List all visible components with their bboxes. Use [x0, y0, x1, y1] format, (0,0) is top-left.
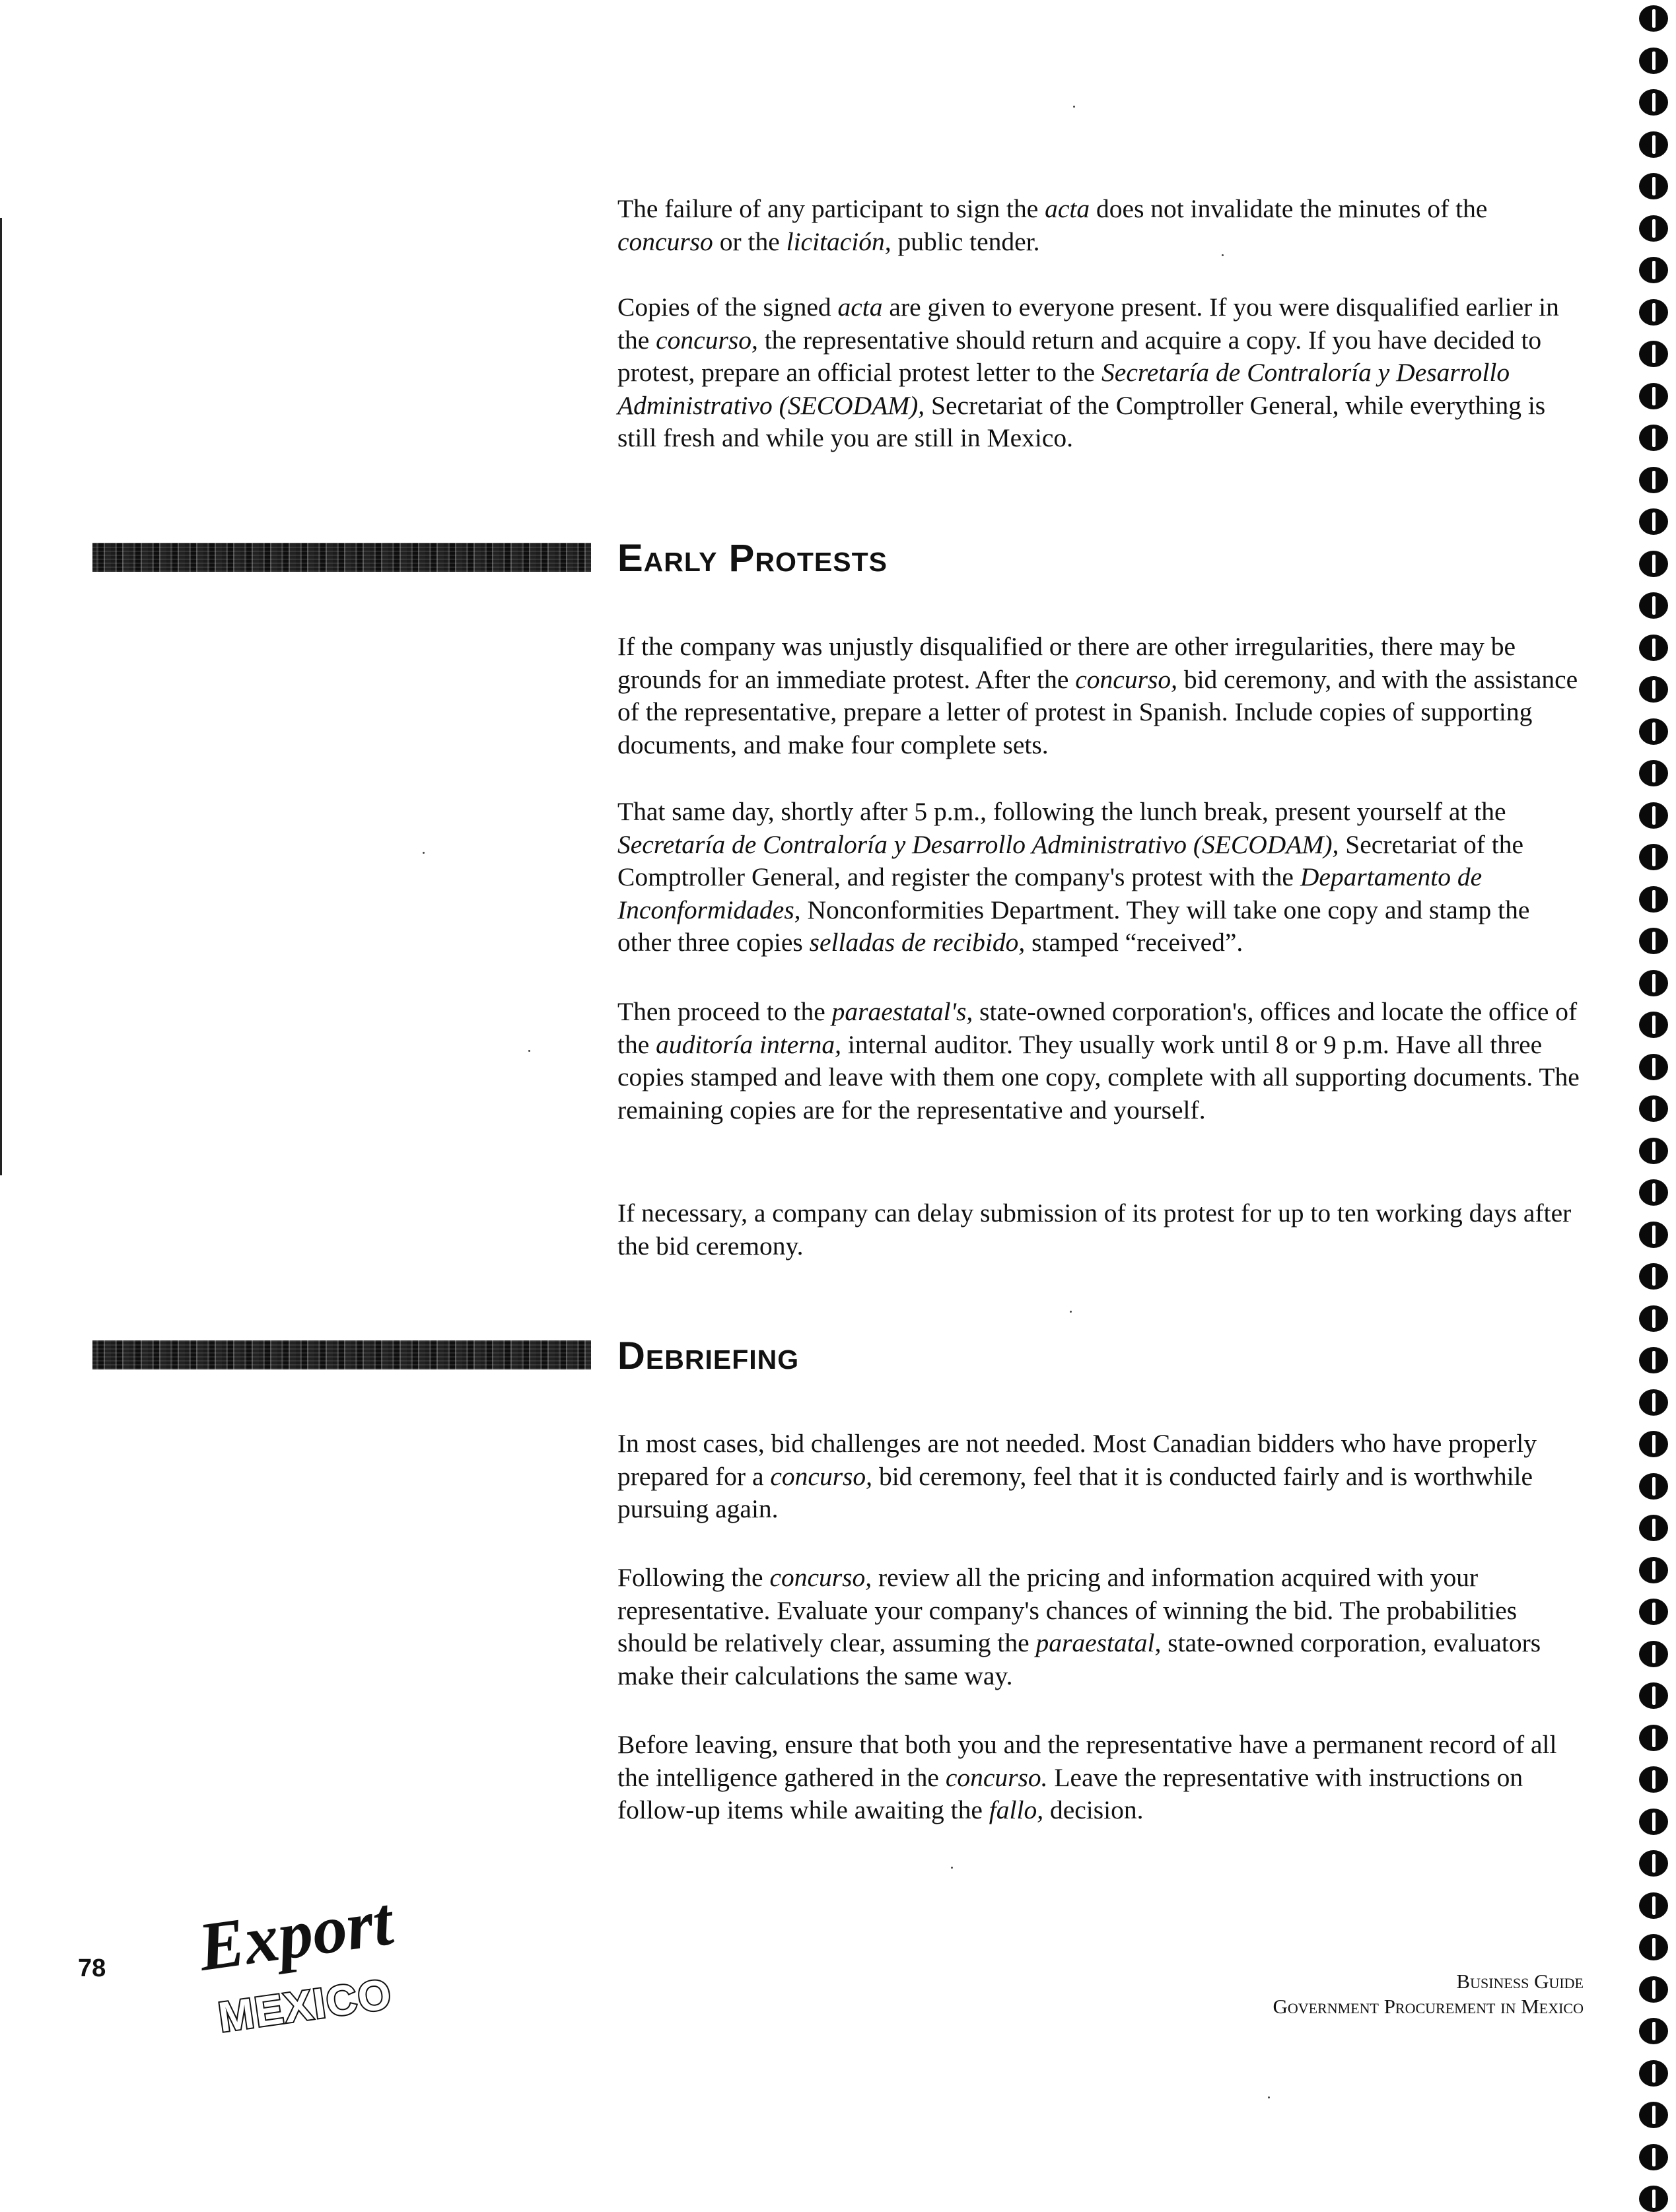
binding-hole [1639, 5, 1668, 32]
binding-hole [1639, 1138, 1668, 1164]
binding-hole [1639, 1892, 1668, 1919]
binding-hole [1639, 551, 1668, 577]
binding-hole [1639, 1976, 1668, 2003]
binding-hole [1639, 1347, 1668, 1373]
paragraph-immediate-protest: If the company was unjustly disqualified or there are other irregularities, there may be grounds for an immediate protest. After the concurso, bid ceremony, and with the assistance of the representative, prepare a letter of protest in Spanish. Include copies of supporting documents, and make four complete sets. [617, 632, 1578, 759]
binding-hole [1639, 1305, 1668, 1332]
paragraph-acta-signature: The failure of any participant to sign the acta does not invalidate the minutes of the concurso or the licitación, public tender. [617, 194, 1488, 256]
binding-hole [1639, 970, 1668, 996]
heading-debriefing: Debriefing [617, 1334, 800, 1377]
binding-hole [1639, 928, 1668, 954]
paragraph-review-pricing: Following the concurso, review all the pricing and information acquired with your representative. Evaluate your company's chances of winning the bid. The probabilities should be relatively clear, assuming the paraestatal, state-owned corporation, evaluators make their calculations the same way. [617, 1563, 1541, 1690]
footer-guide-title: Business Guide [1456, 1970, 1584, 1993]
scan-speck [1070, 1311, 1072, 1313]
section-rule-debriefing [92, 1340, 591, 1369]
binding-hole [1639, 2060, 1668, 2087]
page-number: 78 [78, 1954, 106, 1982]
binding-hole [1639, 48, 1668, 74]
paragraph-internal-auditor: Then proceed to the paraestatal's, state-owned corporation's, offices and locate the office of the auditoría interna, internal auditor. They usually work until 8 or 9 p.m. Have all three copies stamped and leave with them one copy, complete with all supporting documents. The remaining copies are for the representative and yourself. [617, 997, 1580, 1124]
binding-hole [1639, 508, 1668, 535]
binding-hole [1639, 1850, 1668, 1877]
binding-hole [1639, 341, 1668, 367]
paragraph-delay-submission: If necessary, a company can delay submission of its protest for up to ten working days after the bid ceremony. [617, 1198, 1572, 1261]
binding-hole [1639, 2144, 1668, 2170]
binding-hole [1639, 760, 1668, 786]
binding-hole [1639, 1682, 1668, 1709]
binding-hole [1639, 2186, 1668, 2212]
binding-hole [1639, 425, 1668, 451]
scan-speck [423, 852, 425, 854]
export-mexico-logo [193, 1883, 398, 2067]
binding-hole [1639, 173, 1668, 199]
binding-hole [1639, 1012, 1668, 1038]
binding-hole [1639, 1389, 1668, 1416]
binding-hole [1639, 1766, 1668, 1793]
paragraph-acta-copies: Copies of the signed acta are given to everyone present. If you were disqualified earlier in the concurso, the representative should return and acquire a copy. If you have decided to protest, prepare an official protest letter to the Secretaría de Contraloría y Desarrollo Administrativo (SECODAM), Secretariat of the Comptroller General, while everything is still fresh and while you are still in Mexico. [617, 293, 1559, 452]
spiral-binding [1632, 0, 1672, 2201]
binding-hole [1639, 802, 1668, 829]
logo-word-export: Export [193, 1883, 398, 1986]
binding-hole [1639, 718, 1668, 745]
binding-hole [1639, 215, 1668, 242]
binding-hole [1639, 1095, 1668, 1122]
binding-hole [1639, 1179, 1668, 1206]
binding-hole [1639, 1599, 1668, 1625]
section-rule-early-protests [92, 543, 591, 572]
paragraph-register-protest: That same day, shortly after 5 p.m., following the lunch break, present yourself at the Secretaría de Contraloría y Desarrollo Administrativo (SECODAM), Secretariat of the Comptroller General, and register the company's protest with the Departamento de Inconformidades, Nonconformities Department. They will take one copy and stamp the other three copies selladas de recibido, stamped “received”. [617, 797, 1530, 957]
binding-hole [1639, 2018, 1668, 2044]
binding-hole [1639, 299, 1668, 326]
binding-hole [1639, 886, 1668, 913]
binding-hole [1639, 2102, 1668, 2128]
logo-word-mexico: MEXICO [215, 1969, 396, 2042]
paragraph-bid-challenges: In most cases, bid challenges are not needed. Most Canadian bidders who have properly prepared for a concurso, bid ceremony, feel that it is conducted fairly and is worthwhile pursuing again. [617, 1429, 1537, 1523]
binding-hole [1639, 676, 1668, 703]
binding-hole [1639, 1641, 1668, 1667]
heading-early-protests: Early Protests [617, 537, 888, 580]
binding-hole [1639, 1515, 1668, 1541]
binding-hole [1639, 1725, 1668, 1751]
binding-hole [1639, 844, 1668, 870]
paragraph-before-leaving: Before leaving, ensure that both you and the representative have a permanent record of all the intelligence gathered in the concurso. Leave the representative with instructions on follow-up items while awaiting the fallo, decision. [617, 1730, 1557, 1824]
binding-hole [1639, 1222, 1668, 1248]
binding-hole [1639, 1431, 1668, 1457]
binding-hole [1639, 1809, 1668, 1835]
binding-hole [1639, 89, 1668, 116]
binding-hole [1639, 1934, 1668, 1960]
scan-speck [951, 1867, 953, 1869]
binding-hole [1639, 1473, 1668, 1500]
binding-hole [1639, 1557, 1668, 1583]
binding-hole [1639, 467, 1668, 493]
page-left-edge [0, 218, 2, 1175]
footer-guide-subtitle: Government Procurement in Mexico [1273, 1995, 1584, 2018]
binding-hole [1639, 635, 1668, 661]
binding-hole [1639, 1263, 1668, 1290]
binding-hole [1639, 383, 1668, 409]
binding-hole [1639, 131, 1668, 158]
scan-speck [1073, 106, 1075, 108]
binding-hole [1639, 592, 1668, 619]
scan-speck [1268, 2096, 1270, 2098]
scan-speck [1222, 254, 1224, 256]
binding-hole [1639, 257, 1668, 283]
binding-hole [1639, 1054, 1668, 1080]
running-footer [1273, 1969, 1584, 2019]
scan-speck [528, 1050, 530, 1052]
